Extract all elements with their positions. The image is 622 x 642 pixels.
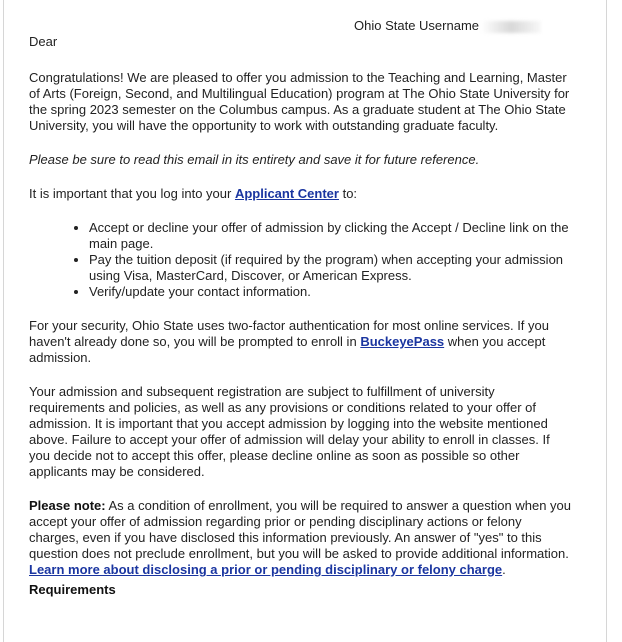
security-paragraph bbox=[29, 318, 574, 366]
email-body bbox=[29, 34, 574, 598]
note-label: Please note: bbox=[29, 498, 106, 513]
note-paragraph bbox=[29, 498, 574, 578]
login-suffix: to: bbox=[342, 186, 358, 201]
login-instruction bbox=[29, 186, 574, 202]
applicant-center-link[interactable]: Applicant Center bbox=[234, 186, 339, 201]
registration-paragraph: Your admission and subsequent registration are subject to fulfillment of university requirements and policies, as well as any provisions or conditions related to your offer of admission. It is important that you accept admission by logging into the website mentioned above. Failure to accept your offer of admission will delay your ability to enroll in classes. If you decide not to accept this offer, please decline online as soon as possible so other applicants may be considered. bbox=[29, 384, 550, 479]
list-item: • Accept or decline your offer of admission by clicking the Accept / Decline link on the main page. bbox=[89, 220, 574, 252]
list-item: • Pay the tuition deposit (if required by the program) when accepting your admission using Visa, MasterCard, Discover, or American Express. bbox=[89, 252, 574, 284]
username-label: Ohio State Username bbox=[354, 18, 480, 33]
security-suffix: when you accept admission. bbox=[29, 334, 546, 365]
greeting: Dear bbox=[29, 34, 58, 49]
login-prefix: It is important that you log into your bbox=[29, 186, 232, 201]
buckeyepass-link[interactable]: BuckeyePass bbox=[360, 334, 445, 349]
email-header-username bbox=[354, 18, 541, 34]
disclosure-link[interactable]: Learn more about disclosing a prior or pending disciplinary or felony charge bbox=[29, 562, 503, 577]
security-prefix: For your security, Ohio State uses two-factor authentication for most online services. If you haven't already done so, you will be prompted to enroll in bbox=[29, 318, 549, 349]
congratulations-paragraph: Congratulations! We are pleased to offer you admission to the Teaching and Learning, Master of Arts (Foreign, Second, and Multilingual Education) program at The Ohio State University for the spring 2023 semester on the Columbus campus. As a graduate student at The Ohio State University, you will have the opportunity to work with outstanding graduate faculty. bbox=[29, 70, 570, 133]
note-body: As a condition of enrollment, you will be required to answer a question when you accept your offer of admission regarding prior or pending disciplinary actions or felony charges, even if you have disclosed this information previously. An answer of "yes" to this question does not preclude enrollment, but you will be asked to provide additional information. bbox=[29, 498, 571, 561]
note-end: . bbox=[502, 562, 506, 577]
list-item: • Verify/update your contact information. bbox=[89, 284, 574, 300]
redacted-username bbox=[481, 21, 541, 33]
task-list bbox=[29, 220, 574, 300]
requirements-heading: Requirements bbox=[29, 582, 116, 597]
save-notice: Please be sure to read this email in its entirety and save it for future reference. bbox=[29, 152, 480, 167]
